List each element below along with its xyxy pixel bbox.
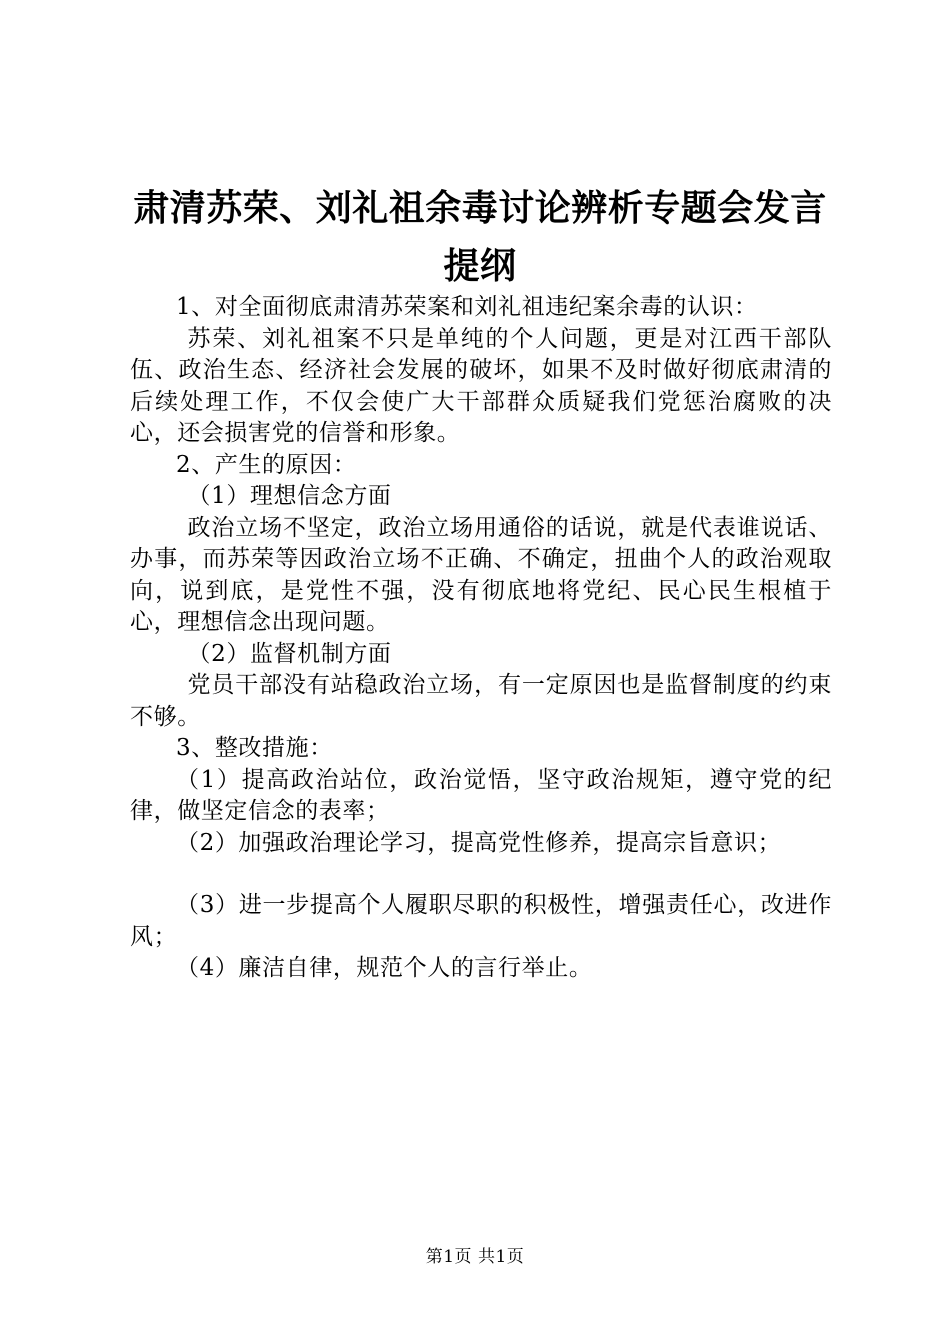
measure-item-2: （2）加强政治理论学习，提高党性修养，提高宗旨意识； bbox=[176, 829, 782, 856]
section-heading-measures: 3、整改措施： bbox=[176, 735, 333, 761]
measure-item-4: （4）廉洁自律，规范个人的言行举止。 bbox=[176, 955, 593, 981]
measure-item-1: （1）提高政治站位，政治觉悟，坚守政治规矩，遵守党的纪律，做坚定信念的表率； bbox=[130, 766, 832, 824]
paragraph-supervision: 党员干部没有站稳政治立场，有一定原因也是监督制度的约束不够。 bbox=[130, 672, 832, 730]
paragraph-ideals-beliefs: 政治立场不坚定，政治立场用通俗的话说，就是代表谁说话、办事，而苏荣等因政治立场不正确、不确定，扭曲个人的政治观取向，说到底，是党性不强，没有彻底地将党纪、民心民生根植于心，理想信念出现问题。 bbox=[130, 514, 832, 635]
document-title: 肃清苏荣、刘礼祖余毒讨论辨析专题会发言提纲 bbox=[133, 188, 827, 287]
measure-item-3: （3）进一步提高个人履职尽职的积极性，增强责任心，改进作风； bbox=[130, 892, 832, 950]
paragraph-understanding: 苏荣、刘礼祖案不只是单纯的个人问题，更是对江西干部队伍、政治生态、经济社会发展的破坏，如果不及时做好彻底肃清的后续处理工作，不仅会使广大干部群众质疑我们党惩治腐败的决心，还会损害党的信誉和形象。 bbox=[130, 325, 832, 446]
subheading-supervision: （2）监督机制方面 bbox=[187, 640, 392, 667]
section-heading-understanding: 1、对全面彻底肃清苏荣案和刘礼祖违纪案余毒的认识： bbox=[176, 294, 758, 320]
section-heading-causes: 2、产生的原因： bbox=[176, 451, 357, 478]
page-number-footer: 第1页 共1页 bbox=[425, 1247, 525, 1267]
subheading-ideals-beliefs: （1）理想信念方面 bbox=[187, 483, 392, 509]
document-body bbox=[130, 292, 832, 985]
